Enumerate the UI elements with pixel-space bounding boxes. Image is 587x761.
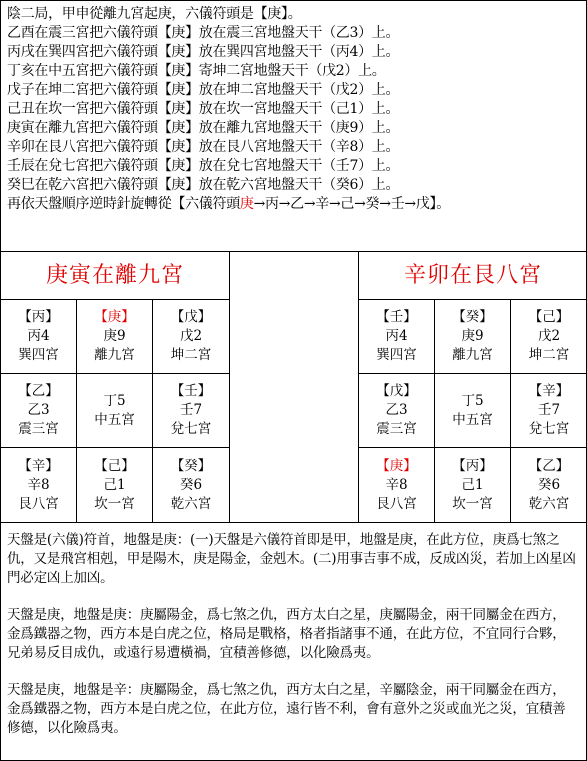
palace-name: 乾六宮 — [528, 495, 570, 512]
palace-earth-stem: 戊2 — [537, 328, 561, 344]
palace-earth-stem: 壬7 — [537, 402, 561, 418]
palace-heaven-stem: 【庚】 — [94, 309, 135, 325]
palace-heaven-stem: 【丙】 — [18, 309, 59, 325]
palace-name: 震三宮 — [18, 421, 59, 437]
palace-cell — [153, 374, 229, 448]
palace-earth-stem: 己1 — [461, 476, 484, 493]
palace-earth-stem: 癸6 — [179, 476, 203, 493]
panel-left — [1, 252, 229, 522]
header-line: 辛卯在艮八宮把六儀符頭【庚】放在艮八宮地盤天干（辛8）上。 — [7, 139, 400, 155]
palace-name: 兌七宮 — [170, 421, 212, 437]
palace-name: 中五宮 — [452, 411, 493, 428]
palace-heaven-stem: 【戊】 — [170, 309, 212, 325]
palace-name: 震三宮 — [376, 421, 417, 437]
palace-earth-stem: 丙4 — [27, 328, 50, 344]
header-line: 壬辰在兌七宮把六儀符頭【庚】放在兌七宮地盤天干（壬7）上。 — [7, 158, 400, 174]
palace-name: 巽四宮 — [18, 347, 59, 363]
palace-name: 乾六宮 — [170, 495, 212, 512]
palace-heaven-stem: 【壬】 — [170, 383, 212, 399]
palace-heaven-stem: 【辛】 — [18, 457, 59, 474]
palace-name: 中五宮 — [94, 411, 135, 428]
rotation-suffix: →丙→乙→辛→己→癸→壬→戊】。 — [253, 196, 450, 212]
header-line: 丁亥在中五宮把六儀符頭【庚】寄坤二宮地盤天干（戊2）上。 — [7, 63, 386, 79]
palace-cell — [77, 448, 153, 522]
palace-earth-stem: 己1 — [103, 476, 126, 493]
palace-heaven-stem: 【辛】 — [528, 383, 570, 399]
palace-earth-stem: 辛8 — [27, 476, 50, 493]
palace-earth-stem: 丁5 — [461, 392, 484, 409]
palace-cell — [1, 374, 77, 448]
header-line: 陰二局，甲申從離九宮起庚，六儀符頭是【庚】。 — [7, 6, 302, 22]
palace-cell — [77, 374, 153, 448]
palace-heaven-stem: 【乙】 — [528, 457, 570, 474]
header-line: 癸巳在乾六宮把六儀符頭【庚】放在乾六宮地盤天干（癸6）上。 — [7, 177, 400, 193]
palace-name: 坤二宮 — [170, 347, 212, 363]
palace-name: 巽四宮 — [376, 347, 417, 363]
header-line: 乙酉在震三宮把六儀符頭【庚】放在震三宮地盤天干（乙3）上。 — [7, 25, 400, 41]
palace-earth-stem: 庚9 — [103, 328, 126, 344]
panel-right — [359, 252, 587, 522]
paragraph-1: 天盤是(六儀)符首，地盤是庚：(一)天盤是六儀符首即是甲，地盤是庚，在此方位，庚爲七煞之仇，又是飛宮相剋，甲是陽木，庚是陽金，金剋木。(二)用事吉事不成，反成凶災，若加上凶星凶門必定凶上加凶。 — [7, 532, 576, 586]
rotation-prefix: 再依天盤順序逆時針旋轉從【六儀符頭 — [7, 196, 240, 212]
header-line: 丙戌在巽四宮把六儀符頭【庚】放在巽四宮地盤天干（丙4）上。 — [7, 44, 400, 60]
palace-earth-stem: 丁5 — [103, 392, 126, 409]
palace-earth-stem: 庚9 — [461, 328, 484, 344]
palace-name: 離九宮 — [94, 347, 135, 363]
palace-cell — [435, 448, 511, 522]
palace-earth-stem: 戊2 — [179, 328, 203, 344]
palace-name: 坤二宮 — [528, 347, 570, 363]
palace-cell — [359, 374, 435, 448]
palace-heaven-stem: 【戊】 — [376, 383, 417, 399]
palace-name: 坎一宮 — [452, 495, 493, 512]
palace-heaven-stem: 【己】 — [528, 309, 570, 325]
palace-cell — [153, 300, 229, 374]
palace-heaven-stem: 【丙】 — [452, 457, 493, 474]
palace-cell — [511, 448, 587, 522]
palace-earth-stem: 乙3 — [385, 402, 408, 418]
paragraph-3: 天盤是庚，地盤是辛：庚屬陽金，爲七煞之仇，西方太白之星，辛屬陰金，兩干同屬金在西方，金爲鐵器之物，西方本是白虎之位，在此方位，遠行皆不利，會有意外之災或血光之災，宜積善修德，以化險爲夷。 — [7, 682, 566, 736]
paragraph-2: 天盤是庚，地盤是庚：庚屬陽金，爲七煞之仇，西方太白之星，庚屬陽金，兩干同屬金在西方，金爲鐵器之物，西方本是白虎之位，格局是戰格，格者指諸事不通，在此方位，不宜同行合夥，兄弟易反目成仇，或遠行易遭橫禍，宜積善修德，以化險爲夷。 — [7, 607, 566, 661]
palace-heaven-stem: 【壬】 — [376, 309, 417, 325]
palace-name: 離九宮 — [452, 347, 493, 363]
palace-earth-stem: 丙4 — [385, 328, 408, 344]
palace-earth-stem: 乙3 — [27, 402, 50, 418]
header-lines — [7, 5, 586, 195]
palace-earth-stem: 辛8 — [385, 476, 408, 493]
palace-heaven-stem: 【己】 — [94, 457, 135, 474]
palace-name: 坎一宮 — [94, 495, 135, 512]
explanation-section — [1, 523, 586, 738]
header-line: 戊子在坤二宮把六儀符頭【庚】放在坤二宮地盤天干（戊2）上。 — [7, 82, 400, 98]
palace-cell — [435, 374, 511, 448]
palace-earth-stem: 壬7 — [179, 402, 203, 418]
panel-left-divider — [229, 252, 230, 522]
palace-cell — [511, 300, 587, 374]
panel-left-title: 庚寅在離九宮 — [1, 252, 229, 300]
palace-cell — [359, 300, 435, 374]
palace-cell — [435, 300, 511, 374]
palace-name: 艮八宮 — [376, 495, 417, 512]
palace-earth-stem: 癸6 — [537, 476, 561, 493]
palace-cell — [359, 448, 435, 522]
palace-cell — [1, 300, 77, 374]
palace-name: 艮八宮 — [18, 495, 59, 512]
header-line: 己丑在坎一宮把六儀符頭【庚】放在坎一宮地盤天干（己1）上。 — [7, 101, 400, 117]
panel-right-title: 辛卯在艮八宮 — [359, 252, 587, 300]
rotation-line — [7, 195, 586, 214]
palace-heaven-stem: 【癸】 — [452, 309, 493, 325]
palace-heaven-stem: 【庚】 — [376, 457, 417, 474]
rotation-highlight: 庚 — [239, 196, 254, 212]
palace-cell — [511, 374, 587, 448]
palace-cell — [77, 300, 153, 374]
palace-cell — [153, 448, 229, 522]
palace-heaven-stem: 【癸】 — [170, 457, 212, 474]
palace-panels — [1, 252, 586, 523]
palace-name: 兌七宮 — [528, 421, 570, 437]
palace-cell — [1, 448, 77, 522]
palace-heaven-stem: 【乙】 — [18, 383, 59, 399]
panel-left-grid — [1, 300, 229, 522]
panel-right-grid — [359, 300, 587, 522]
header-section — [1, 1, 586, 252]
header-line: 庚寅在離九宮把六儀符頭【庚】放在離九宮地盤天干（庚9）上。 — [7, 120, 400, 136]
